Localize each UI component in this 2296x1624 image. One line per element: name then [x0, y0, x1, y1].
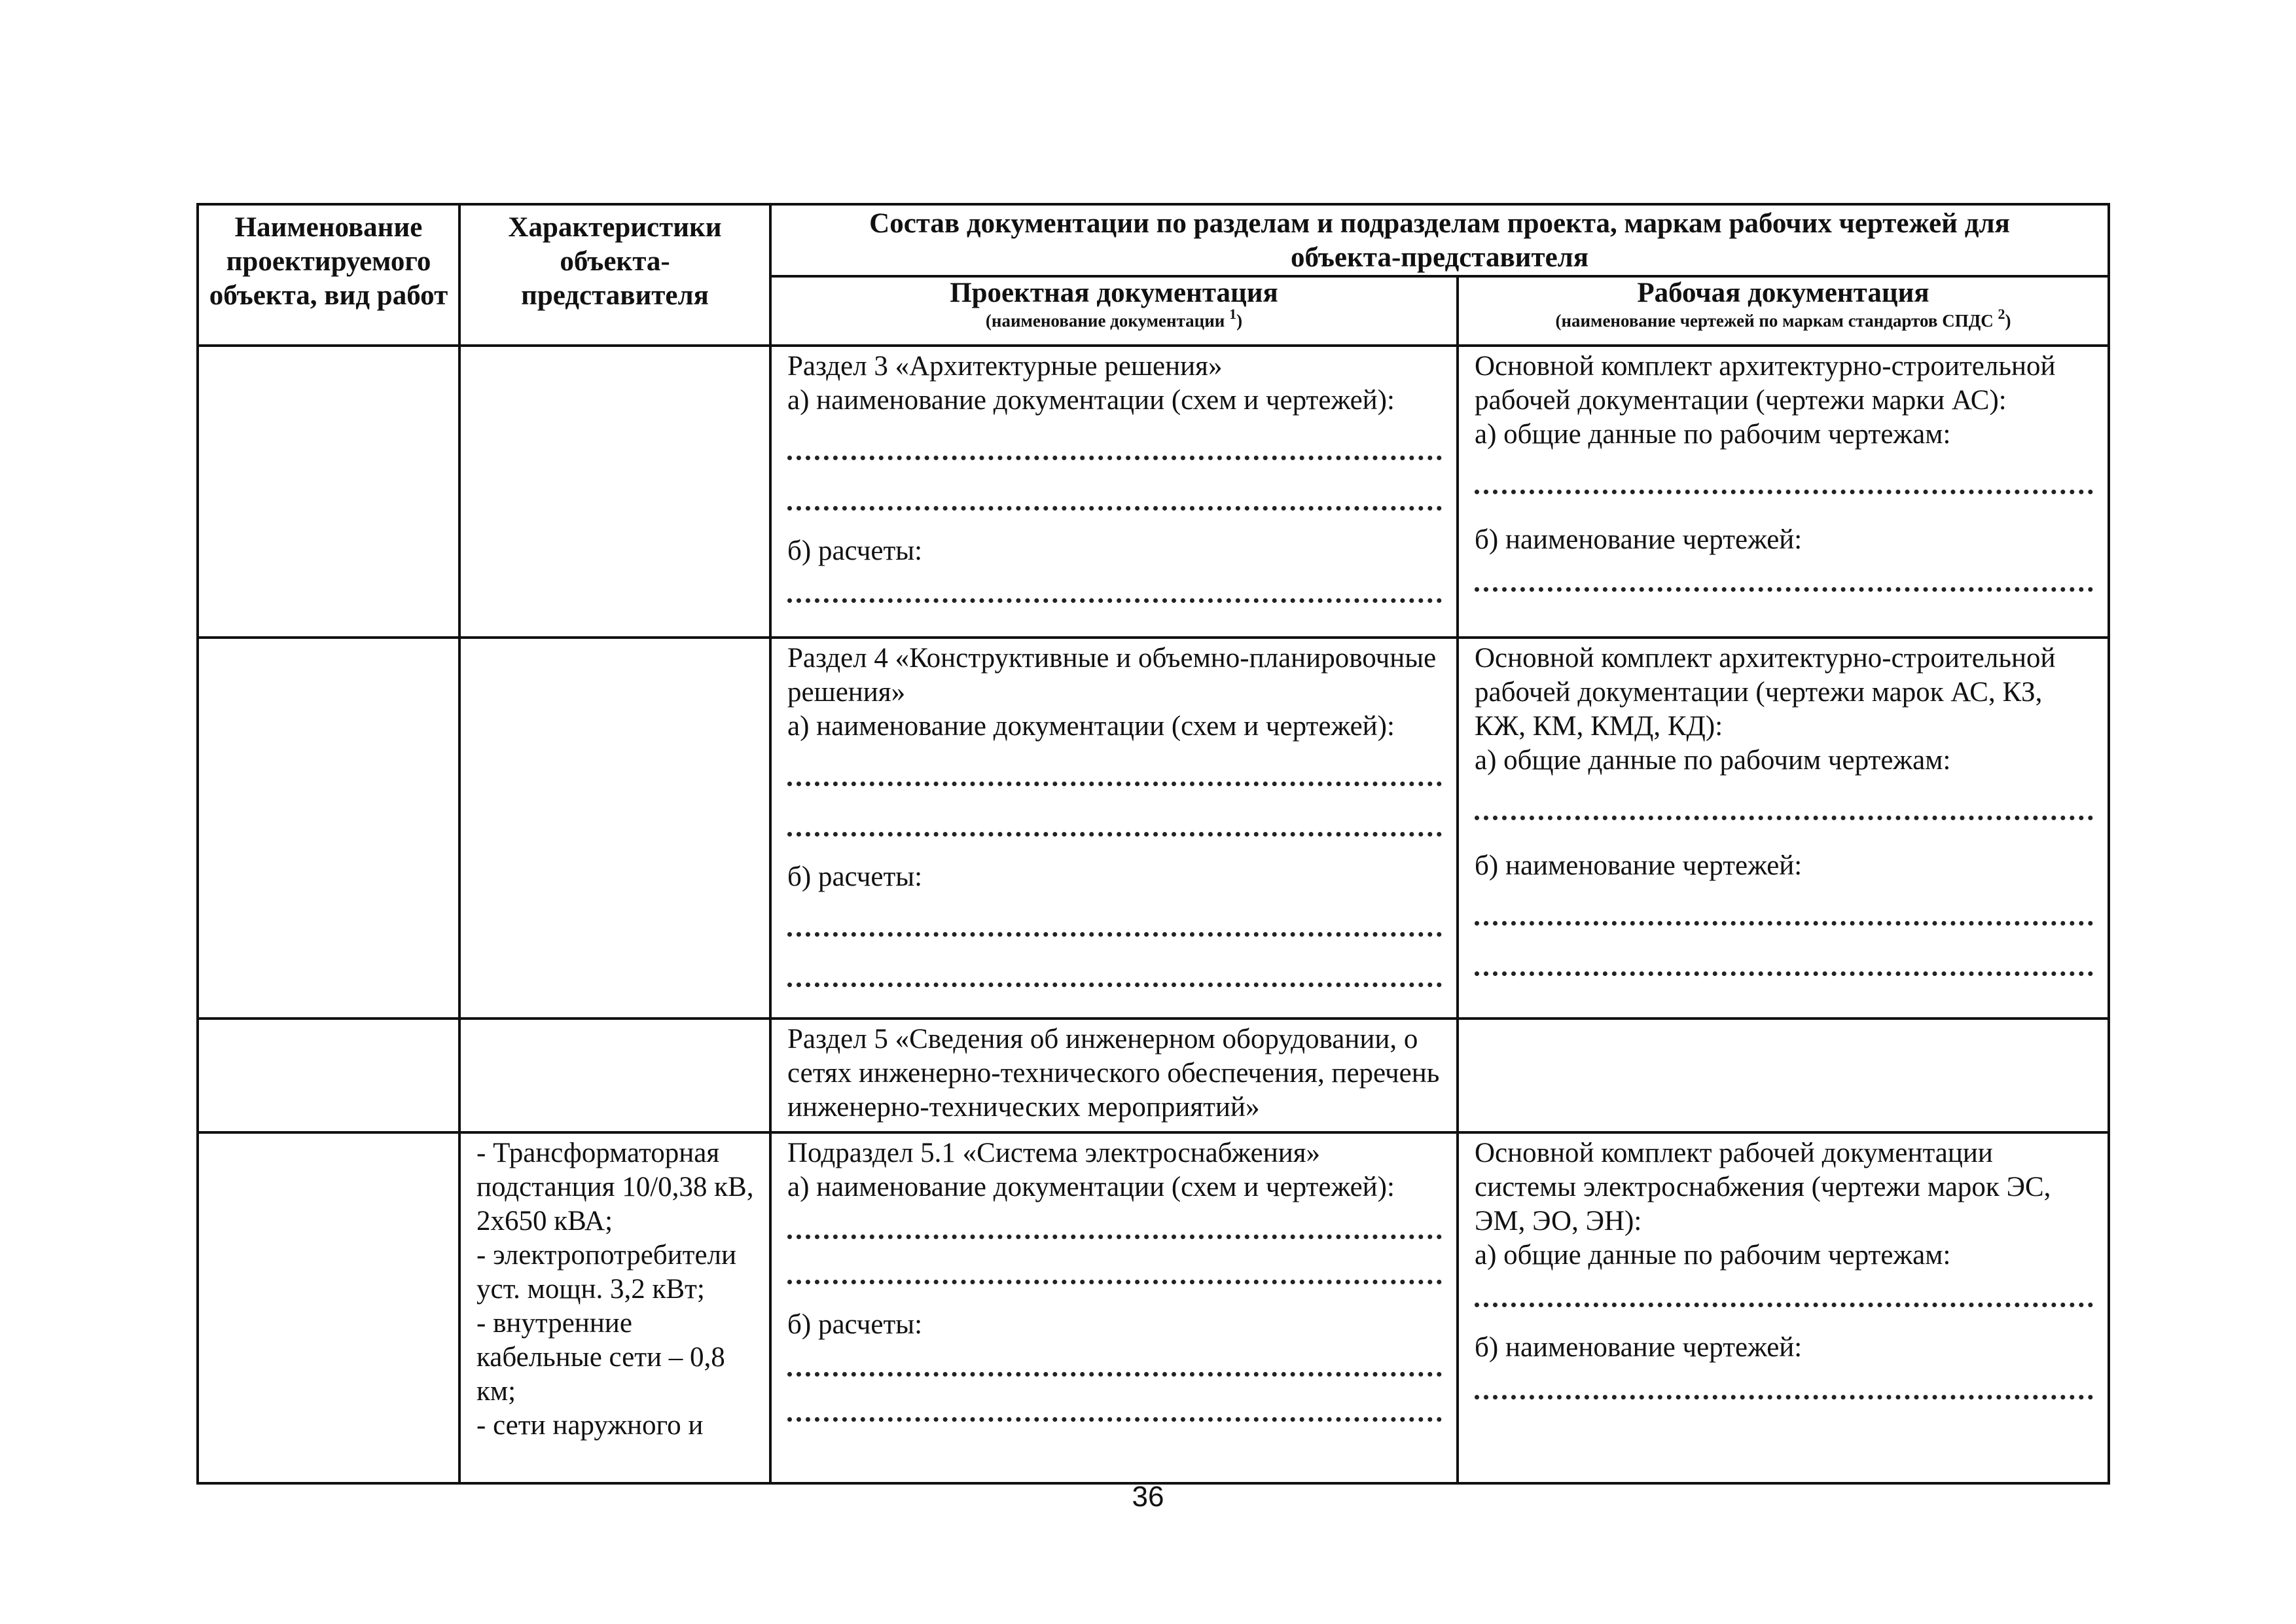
dotted-line	[787, 581, 1442, 603]
dotted-line	[1475, 904, 2093, 926]
section-title: Раздел 3 «Архитектурные решения»	[787, 351, 1223, 382]
item-b: б) расчеты:	[787, 861, 923, 892]
item-a: а) общие данные по рабочим чертежам:	[1475, 1240, 1951, 1271]
item-b: б) наименование чертежей:	[1475, 850, 1803, 881]
item-b: б) расчеты:	[787, 1309, 923, 1340]
item-a: а) общие данные по рабочим чертежам:	[1475, 745, 1951, 776]
characteristic-item: - электропотребители уст. мощн. 3,2 кВт;	[476, 1240, 737, 1305]
table-row	[198, 1132, 2109, 1483]
dotted-line	[787, 1218, 1442, 1239]
header-characteristics: Характеристики объекта-представителя	[459, 204, 770, 346]
kit-title: Основной комплект архитектурно-строительной рабочей документации (чертежи марок АС, КЗ, КЖ, КМ, КМД, КД):	[1475, 643, 2056, 742]
characteristic-item: - внутренние кабельные сети – 0,8 км;	[476, 1308, 725, 1407]
object-name-cell	[198, 1019, 459, 1132]
dotted-line	[787, 1400, 1442, 1422]
item-a: а) наименование документации (схем и чертежей):	[787, 385, 1395, 416]
header-working-documentation: Рабочая документация (наименование чертежей по маркам стандартов СПДС $^2$)	[1458, 276, 2109, 346]
project-doc-cell	[770, 1019, 1458, 1132]
characteristic-item: - сети наружного и	[476, 1410, 704, 1441]
dotted-line	[787, 965, 1442, 987]
table-row	[198, 1019, 2109, 1132]
dotted-line	[787, 439, 1442, 460]
dotted-line	[787, 1263, 1442, 1284]
documentation-table	[196, 203, 2110, 1485]
work-doc-cell	[1458, 1132, 2109, 1483]
item-b: б) наименование чертежей:	[1475, 524, 1803, 555]
item-a: а) наименование документации (схем и чертежей):	[787, 1172, 1395, 1202]
object-name-cell	[198, 346, 459, 638]
item-a: а) общие данные по рабочим чертежам:	[1475, 419, 1951, 450]
project-doc-cell	[770, 1132, 1458, 1483]
section-title: Подраздел 5.1 «Система электроснабжения»	[787, 1138, 1321, 1168]
header-row	[198, 204, 2109, 276]
dotted-line	[1475, 1378, 2093, 1399]
dotted-line	[1475, 473, 2093, 494]
page-number: 36	[1132, 1481, 1164, 1513]
characteristics-cell	[459, 638, 770, 1019]
item-a: а) наименование документации (схем и чертежей):	[787, 711, 1395, 742]
table-row	[198, 638, 2109, 1019]
dotted-line	[1475, 799, 2093, 820]
characteristic-item: - Трансформаторная подстанция 10/0,38 кВ, 2х650 кВА;	[476, 1138, 754, 1236]
table-row	[198, 346, 2109, 638]
object-name-cell	[198, 1132, 459, 1483]
characteristics-cell	[459, 1132, 770, 1483]
dotted-line	[787, 815, 1442, 837]
section-title: Раздел 5 «Сведения об инженерном оборудовании, о сетях инженерно-технического обеспечения, перечень инженерно-технических мероприятий»	[787, 1024, 1440, 1123]
object-name-cell	[198, 638, 459, 1019]
dotted-line	[787, 915, 1442, 937]
dotted-line	[1475, 570, 2093, 592]
characteristics-cell	[459, 346, 770, 638]
characteristics-cell	[459, 1019, 770, 1132]
header-object-name: Наименование проектируемого объекта, вид работ	[198, 204, 459, 346]
dotted-line	[787, 765, 1442, 786]
dotted-line	[787, 489, 1442, 511]
work-doc-cell	[1458, 1019, 2109, 1132]
kit-title: Основной комплект рабочей документации системы электроснабжения (чертежи марок ЭС, ЭМ, ЭО, ЭН):	[1475, 1138, 2051, 1236]
dotted-line	[787, 1355, 1442, 1377]
dotted-line	[1475, 954, 2093, 976]
work-doc-cell	[1458, 346, 2109, 638]
kit-title: Основной комплект архитектурно-строительной рабочей документации (чертежи марки АС):	[1475, 351, 2056, 416]
item-b: б) расчеты:	[787, 535, 923, 566]
header-documentation-composition: Состав документации по разделам и подразделам проекта, маркам рабочих чертежей для объекта-представителя	[770, 204, 2109, 276]
project-doc-cell	[770, 346, 1458, 638]
header-project-documentation: Проектная документация (наименование документации $^1$)	[770, 276, 1458, 346]
work-doc-cell	[1458, 638, 2109, 1019]
dotted-line	[1475, 1286, 2093, 1307]
section-title: Раздел 4 «Конструктивные и объемно-планировочные решения»	[787, 643, 1437, 708]
item-b: б) наименование чертежей:	[1475, 1332, 1803, 1363]
project-doc-cell	[770, 638, 1458, 1019]
